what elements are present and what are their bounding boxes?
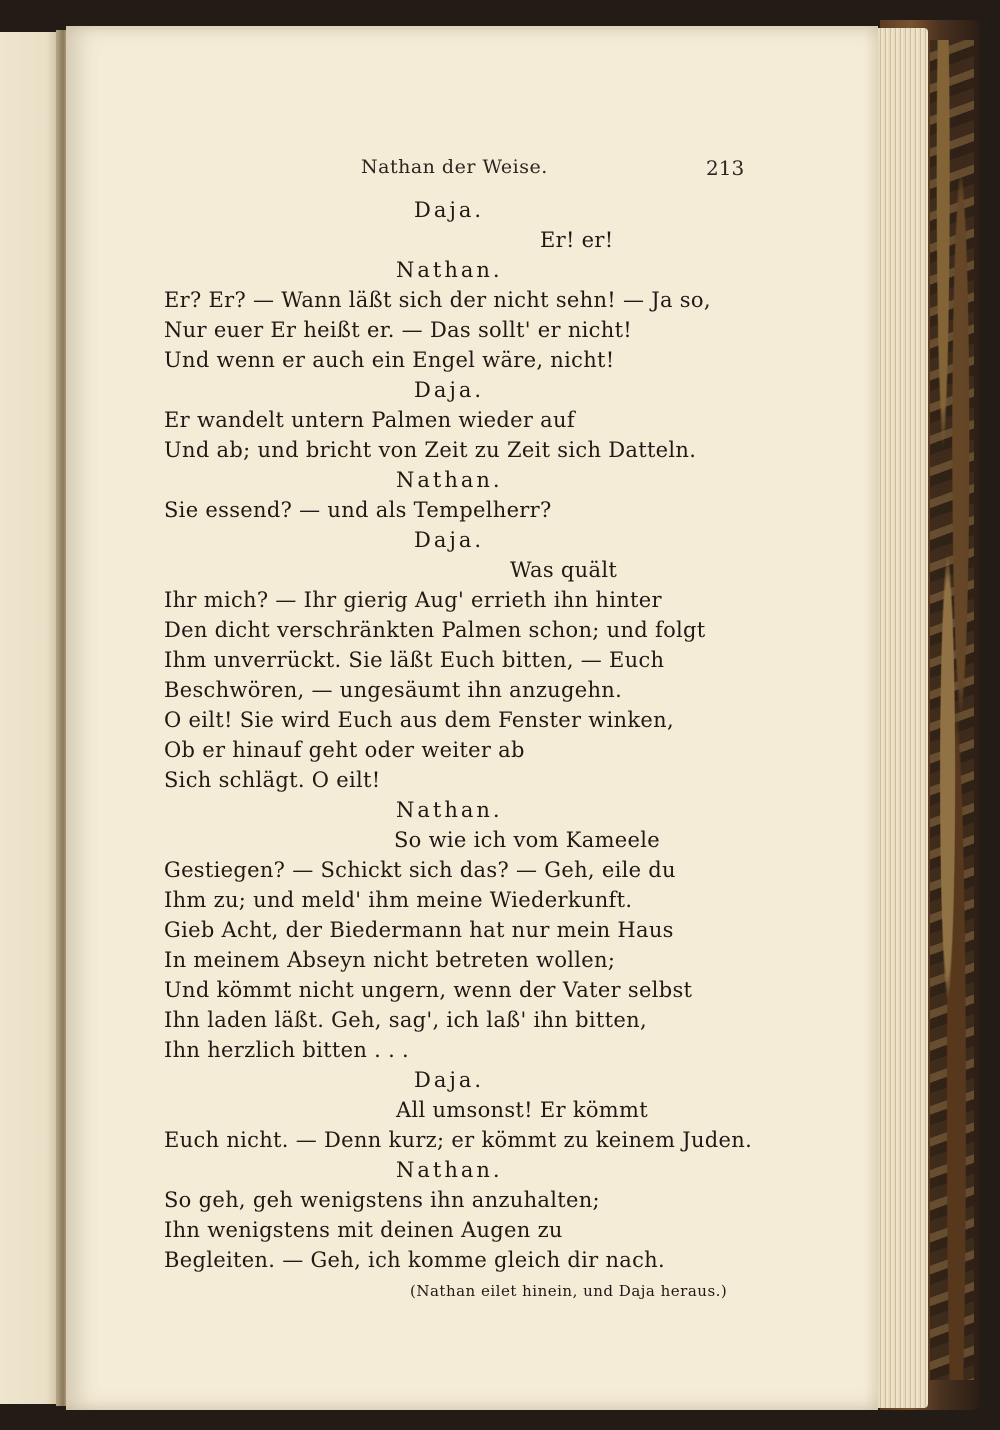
verse-line: Nur euer Er heißt er. — Das sollt' er nicht! [164,318,633,342]
verse-line: Gestiegen? — Schickt sich das? — Geh, eile du [164,858,676,882]
verse-line: Was quält [510,558,618,582]
verse-line: Euch nicht. — Denn kurz; er kömmt zu keinem Juden. [164,1128,753,1152]
verse-line: Sich schlägt. O eilt! [164,768,381,792]
verse-line: In meinem Abseyn nicht betreten wollen; [164,948,616,972]
book-page [66,26,878,1410]
verse-line: So wie ich vom Kameele [394,828,660,852]
verse-line: Und ab; und bricht von Zeit zu Zeit sich Datteln. [164,438,697,462]
page-number: 213 [706,156,745,180]
verse-line: Sie essend? — und als Tempelherr? [164,498,552,522]
verse-line: Er wandelt untern Palmen wieder auf [164,408,575,432]
verse-line: Den dicht verschränkten Palmen schon; und folgt [164,618,706,642]
verse-line: So geh, geh wenigstens ihn anzuhalten; [164,1188,600,1212]
speaker-name: Daja. [414,198,485,222]
speaker-name: Nathan. [396,798,503,822]
verse-line: Ihm zu; und meld' ihm meine Wiederkunft. [164,888,633,912]
speaker-name: Nathan. [396,468,503,492]
verse-line: Und kömmt nicht ungern, wenn der Vater selbst [164,978,693,1002]
verse-line: Ihn herzlich bitten . . . [164,1038,410,1062]
verse-line: O eilt! Sie wird Euch aus dem Fenster winken, [164,708,674,732]
stage-direction: (Nathan eilet hinein, und Daja heraus.) [410,1282,728,1300]
verse-line: Ihr mich? — Ihr gierig Aug' errieth ihn hinter [164,588,662,612]
verse-line: Er! er! [540,228,614,252]
marbled-cover [930,40,974,1380]
speaker-name: Nathan. [396,258,503,282]
speaker-name: Daja. [414,378,485,402]
left-facing-page [0,32,58,1404]
verse-line: Und wenn er auch ein Engel wäre, nicht! [164,348,615,372]
speaker-name: Daja. [414,1068,485,1092]
running-head-title: Nathan der Weise. [361,156,548,178]
verse-line: Ihn laden läßt. Geh, sag', ich laß' ihn bitten, [164,1008,647,1032]
verse-line: Gieb Acht, der Biedermann hat nur mein Haus [164,918,674,942]
verse-line: Beschwören, — ungesäumt ihn anzugehn. [164,678,623,702]
verse-line: Er? Er? — Wann läßt sich der nicht sehn! — Ja so, [164,288,711,312]
verse-line: Ihm unverrückt. Sie läßt Euch bitten, — Euch [164,648,665,672]
speaker-name: Nathan. [396,1158,503,1182]
verse-line: All umsonst! Er kömmt [396,1098,648,1122]
verse-line: Ob er hinauf geht oder weiter ab [164,738,525,762]
speaker-name: Daja. [414,528,485,552]
verse-line: Ihn wenigstens mit deinen Augen zu [164,1218,563,1242]
verse-line: Begleiten. — Geh, ich komme gleich dir nach. [164,1248,665,1272]
